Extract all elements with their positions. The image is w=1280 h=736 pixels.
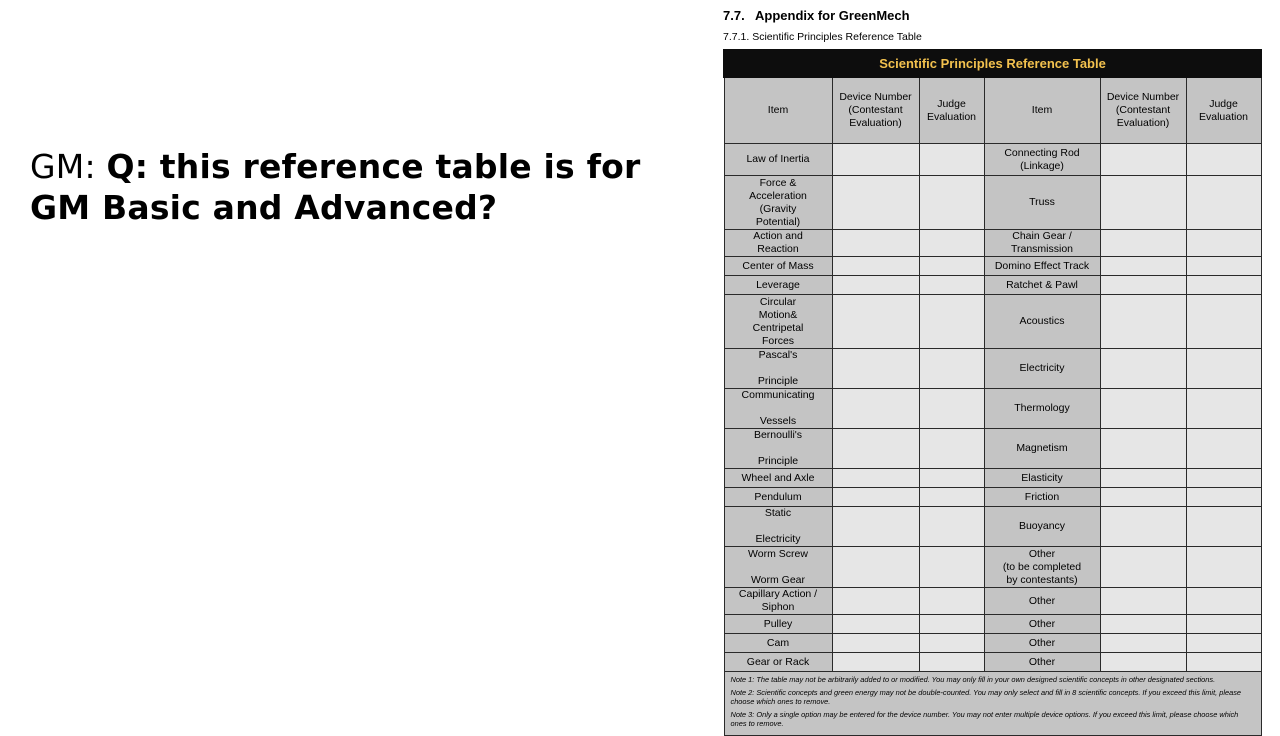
principle-item-right: Other xyxy=(984,588,1100,615)
table-row xyxy=(724,507,1261,547)
header-cell: Device Number (Contestant Evaluation) xyxy=(832,77,919,144)
device-number-cell[interactable] xyxy=(832,349,919,389)
header-cell: Judge Evaluation xyxy=(919,77,984,144)
principle-item-left: Pulley xyxy=(724,615,832,634)
table-header-row xyxy=(724,77,1261,144)
principle-item-right: Buoyancy xyxy=(984,507,1100,547)
question-text: Q: this reference table is for GM Basic and Advanced? xyxy=(30,147,641,227)
device-number-cell[interactable] xyxy=(832,257,919,276)
header-cell: Item xyxy=(724,77,832,144)
judge-evaluation-cell[interactable] xyxy=(1186,615,1261,634)
table-row xyxy=(724,144,1261,176)
device-number-cell[interactable] xyxy=(1100,295,1186,349)
table-note: Note 2: Scientific concepts and green energy may not be double-counted. You may only select and fill in 8 scientific concepts. If you exceed this limit, please choose which ones to remove. xyxy=(730,687,1242,707)
principle-item-right: Other xyxy=(984,653,1100,672)
device-number-cell[interactable] xyxy=(832,634,919,653)
principle-item-left: Capillary Action / Siphon xyxy=(724,588,832,615)
device-number-cell[interactable] xyxy=(1100,144,1186,176)
judge-evaluation-cell[interactable] xyxy=(919,547,984,588)
judge-evaluation-cell[interactable] xyxy=(919,653,984,672)
table-row xyxy=(724,257,1261,276)
table-row xyxy=(724,469,1261,488)
table-note: Note 3: Only a single option may be entered for the device number. You may not enter multiple device options. If you exceed this limit, please choose which ones to remove. xyxy=(730,709,1239,729)
principle-item-left: Circular Motion& Centripetal Forces xyxy=(724,295,832,349)
judge-evaluation-cell[interactable] xyxy=(1186,588,1261,615)
judge-evaluation-cell[interactable] xyxy=(1186,469,1261,488)
device-number-cell[interactable] xyxy=(1100,257,1186,276)
principle-item-right: Electricity xyxy=(984,349,1100,389)
device-number-cell[interactable] xyxy=(832,653,919,672)
section-number: 7.7. xyxy=(723,8,745,23)
device-number-cell[interactable] xyxy=(1100,547,1186,588)
device-number-cell[interactable] xyxy=(832,547,919,588)
table-row xyxy=(724,389,1261,429)
judge-evaluation-cell[interactable] xyxy=(1186,634,1261,653)
device-number-cell[interactable] xyxy=(832,615,919,634)
judge-evaluation-cell[interactable] xyxy=(919,469,984,488)
judge-evaluation-cell[interactable] xyxy=(919,634,984,653)
principle-item-right: Chain Gear / Transmission xyxy=(984,230,1100,257)
section-title: Appendix for GreenMech xyxy=(755,8,910,23)
principle-item-right: Other xyxy=(984,634,1100,653)
device-number-cell[interactable] xyxy=(1100,276,1186,295)
principle-item-right: Magnetism xyxy=(984,429,1100,469)
device-number-cell[interactable] xyxy=(1100,469,1186,488)
principle-item-right: Other (to be completed by contestants) xyxy=(984,547,1100,588)
judge-evaluation-cell[interactable] xyxy=(919,488,984,507)
device-number-cell[interactable] xyxy=(1100,176,1186,230)
judge-evaluation-cell[interactable] xyxy=(1186,488,1261,507)
principle-item-left: Center of Mass xyxy=(724,257,832,276)
table-row xyxy=(724,349,1261,389)
device-number-cell[interactable] xyxy=(832,429,919,469)
device-number-cell[interactable] xyxy=(832,488,919,507)
judge-evaluation-cell[interactable] xyxy=(919,389,984,429)
device-number-cell[interactable] xyxy=(1100,429,1186,469)
judge-evaluation-cell[interactable] xyxy=(1186,547,1261,588)
judge-evaluation-cell[interactable] xyxy=(919,349,984,389)
header-cell: Item xyxy=(984,77,1100,144)
table-notes xyxy=(724,672,1261,736)
device-number-cell[interactable] xyxy=(832,230,919,257)
device-number-cell[interactable] xyxy=(1100,653,1186,672)
device-number-cell[interactable] xyxy=(1100,588,1186,615)
device-number-cell[interactable] xyxy=(1100,389,1186,429)
principle-item-left: Pendulum xyxy=(724,488,832,507)
principle-item-left: Pascal's Principle xyxy=(724,349,832,389)
principle-item-right: Elasticity xyxy=(984,469,1100,488)
judge-evaluation-cell[interactable] xyxy=(919,507,984,547)
judge-evaluation-cell[interactable] xyxy=(1186,429,1261,469)
table-row xyxy=(724,634,1261,653)
judge-evaluation-cell[interactable] xyxy=(919,588,984,615)
table-body xyxy=(724,144,1261,672)
table-caption: Scientific Principles Reference Table xyxy=(724,50,1261,77)
judge-evaluation-cell[interactable] xyxy=(919,276,984,295)
judge-evaluation-cell[interactable] xyxy=(1186,257,1261,276)
judge-evaluation-cell[interactable] xyxy=(1186,230,1261,257)
table-row xyxy=(724,653,1261,672)
device-number-cell[interactable] xyxy=(1100,634,1186,653)
device-number-cell[interactable] xyxy=(832,176,919,230)
table-row xyxy=(724,547,1261,588)
device-number-cell[interactable] xyxy=(832,588,919,615)
judge-evaluation-cell[interactable] xyxy=(919,144,984,176)
device-number-cell[interactable] xyxy=(1100,507,1186,547)
judge-evaluation-cell[interactable] xyxy=(919,429,984,469)
principle-item-left: Leverage xyxy=(724,276,832,295)
device-number-cell[interactable] xyxy=(832,295,919,349)
table-row xyxy=(724,176,1261,230)
device-number-cell[interactable] xyxy=(832,469,919,488)
judge-evaluation-cell[interactable] xyxy=(1186,144,1261,176)
section-heading xyxy=(723,8,910,23)
judge-evaluation-cell[interactable] xyxy=(919,257,984,276)
device-number-cell[interactable] xyxy=(832,144,919,176)
table-row xyxy=(724,230,1261,257)
principle-item-right: Other xyxy=(984,615,1100,634)
table-row xyxy=(724,276,1261,295)
device-number-cell[interactable] xyxy=(832,389,919,429)
slide-question xyxy=(30,146,680,228)
judge-evaluation-cell[interactable] xyxy=(1186,295,1261,349)
judge-evaluation-cell[interactable] xyxy=(919,295,984,349)
judge-evaluation-cell[interactable] xyxy=(1186,349,1261,389)
table-row xyxy=(724,488,1261,507)
table-row xyxy=(724,429,1261,469)
principle-item-left: Force & Acceleration (Gravity Potential) xyxy=(724,176,832,230)
judge-evaluation-cell[interactable] xyxy=(1186,507,1261,547)
principle-item-right: Connecting Rod (Linkage) xyxy=(984,144,1100,176)
judge-evaluation-cell[interactable] xyxy=(919,176,984,230)
judge-evaluation-cell[interactable] xyxy=(919,230,984,257)
principle-item-right: Truss xyxy=(984,176,1100,230)
judge-evaluation-cell[interactable] xyxy=(919,615,984,634)
principle-item-right: Domino Effect Track xyxy=(984,257,1100,276)
principle-item-left: Cam xyxy=(724,634,832,653)
principle-item-left: Static Electricity xyxy=(724,507,832,547)
table-row xyxy=(724,588,1261,615)
table-row xyxy=(724,295,1261,349)
device-number-cell[interactable] xyxy=(1100,349,1186,389)
principle-item-left: Bernoulli's Principle xyxy=(724,429,832,469)
principle-item-right: Ratchet & Pawl xyxy=(984,276,1100,295)
subsection-heading: 7.7.1. Scientific Principles Reference Table xyxy=(723,31,922,43)
table-row xyxy=(724,615,1261,634)
principle-item-left: Action and Reaction xyxy=(724,230,832,257)
judge-evaluation-cell[interactable] xyxy=(1186,176,1261,230)
judge-evaluation-cell[interactable] xyxy=(1186,389,1261,429)
device-number-cell[interactable] xyxy=(1100,230,1186,257)
judge-evaluation-cell[interactable] xyxy=(1186,653,1261,672)
principle-item-left: Communicating Vessels xyxy=(724,389,832,429)
principle-item-left: Wheel and Axle xyxy=(724,469,832,488)
header-cell: Judge Evaluation xyxy=(1186,77,1261,144)
reference-table xyxy=(723,49,1262,736)
principle-item-left: Worm Screw Worm Gear xyxy=(724,547,832,588)
device-number-cell[interactable] xyxy=(1100,488,1186,507)
table-note: Note 1: The table may not be arbitrarily added to or modified. You may only fill in your own designed scientific concepts in other designated sections. xyxy=(730,675,1216,684)
judge-evaluation-cell[interactable] xyxy=(1186,276,1261,295)
device-number-cell[interactable] xyxy=(1100,615,1186,634)
question-prefix: GM: xyxy=(30,147,107,186)
device-number-cell[interactable] xyxy=(832,276,919,295)
principle-item-left: Gear or Rack xyxy=(724,653,832,672)
header-cell: Device Number (Contestant Evaluation) xyxy=(1100,77,1186,144)
principle-item-right: Thermology xyxy=(984,389,1100,429)
principle-item-left: Law of Inertia xyxy=(724,144,832,176)
principle-item-right: Acoustics xyxy=(984,295,1100,349)
principle-item-right: Friction xyxy=(984,488,1100,507)
device-number-cell[interactable] xyxy=(832,507,919,547)
